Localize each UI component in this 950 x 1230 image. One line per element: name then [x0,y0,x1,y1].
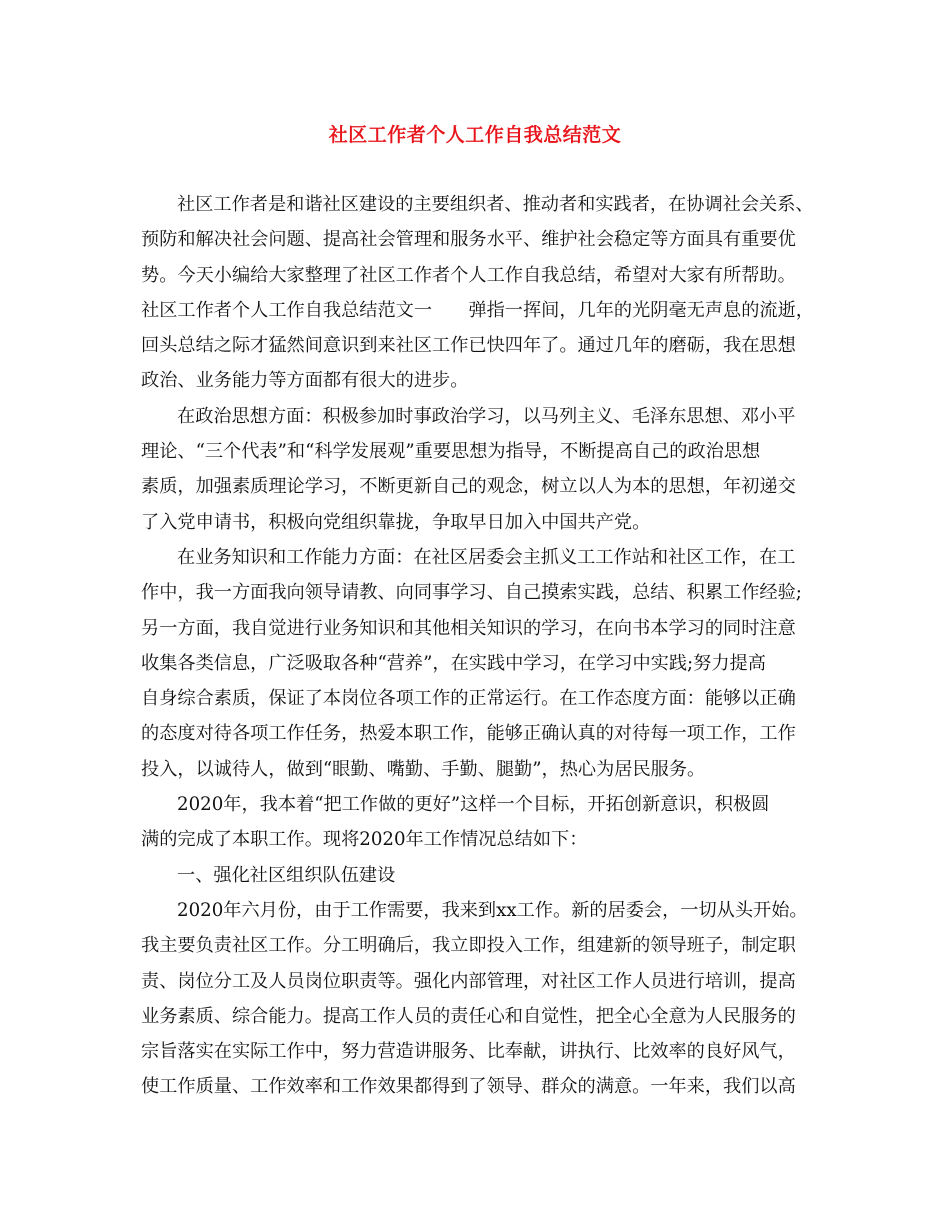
text-line: 预防和解决社会问题、提高社会管理和服务水平、维护社会稳定等方面具有重要优 [141,229,796,251]
text-line: 使工作质量、工作效率和工作效果都得到了领导、群众的满意。一年来，我们以高 [141,1076,796,1098]
text-line: 满的完成了本职工作。现将2020年工作情况总结如下： [141,829,588,851]
text-line: 势。今天小编给大家整理了社区工作者个人工作自我总结，希望对大家有所帮助。 [141,264,796,286]
section-heading: 一、强化社区组织队伍建设 [177,864,396,886]
text-line: 我主要负责社区工作。分工明确后，我立即投入工作，组建新的领导班子，制定职 [141,935,796,957]
text-line: 素质，加强素质理论学习，不断更新自己的观念，树立以人为本的思想，年初递交 [141,476,796,498]
text-line: 2020年，我本着“把工作做的更好”这样一个目标，开拓创新意识，积极圆 [177,794,770,816]
text-line: 投入，以诚待人，做到“眼勤、嘴勤、手勤、腿勤”，热心为居民服务。 [141,758,706,780]
text-line: 了入党申请书，积极向党组织靠拢，争取早日加入中国共产党。 [141,511,651,533]
text-line: 社区工作者是和谐社区建设的主要组织者、推动者和实践者，在协调社会关系、 [177,194,814,215]
text-line: 在业务知识和工作能力方面：在社区居委会主抓义工工作站和社区工作，在工 [177,546,796,568]
text-line: 在政治思想方面：积极参加时事政治学习，以马列主义、毛泽东思想、邓小平 [177,405,796,427]
document-body [141,187,831,1105]
text-line: 责、岗位分工及人员岗位职责等。强化内部管理，对社区工作人员进行培训，提高 [141,970,796,992]
text-line: 业务素质、综合能力。提高工作人员的责任心和自觉性，把全心全意为人民服务的 [141,1005,796,1027]
text-line: 作中，我一方面我向领导请教、向同事学习、自己摸索实践，总结、积累工作经验; [141,582,802,604]
text-line: 自身综合素质，保证了本岗位各项工作的正常运行。在工作态度方面：能够以正确 [141,688,796,710]
text-line: 收集各类信息，广泛吸取各种“营养”，在实践中学习，在学习中实践;努力提高 [141,652,766,674]
text-line: 宗旨落实在实际工作中，努力营造讲服务、比奉献，讲执行、比效率的良好风气， [141,1041,796,1063]
text-line: 理论、“三个代表”和“科学发展观”重要思想为指导，不断提高自己的政治思想 [141,441,761,463]
text-line: 另一方面，我自觉进行业务知识和其他相关知识的学习，在向书本学习的同时注意 [141,617,796,639]
document-title: 社区工作者个人工作自我总结范文 [328,124,622,146]
text-line: 2020年六月份，由于工作需要，我来到xx工作。新的居委会，一切从头开始。 [177,899,808,921]
text-line: 政治、业务能力等方面都有很大的进步。 [141,370,469,392]
text-line: 社区工作者个人工作自我总结范文一 弹指一挥间，几年的光阴毫无声息的流逝， [141,299,814,321]
text-line: 回头总结之际才猛然间意识到来社区工作已快四年了。通过几年的磨砺，我在思想 [141,335,796,357]
text-line: 的态度对待各项工作任务，热爱本职工作，能够正确认真的对待每一项工作，工作 [141,723,796,745]
